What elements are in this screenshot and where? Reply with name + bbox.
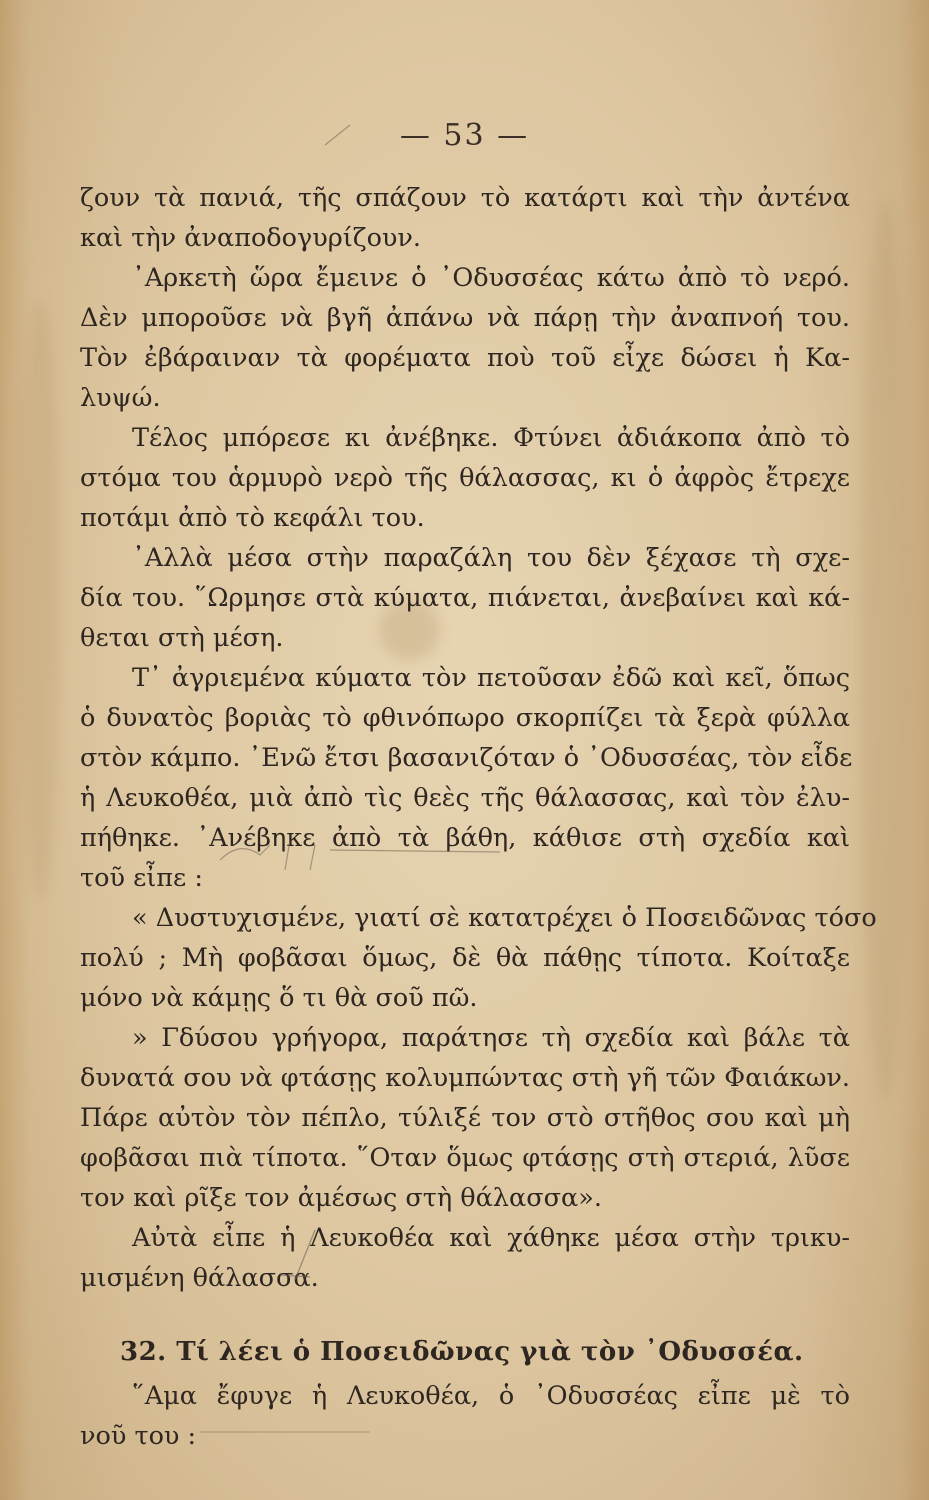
text-line: στὸν κάμπο. ᾿Ενῶ ἔτσι βασανιζόταν ὁ ᾿Οδυσσέας, τὸν εἶδε (80, 743, 853, 773)
text-line: στόμα του ἁρμυρὸ νερὸ τῆς θάλασσας, κι ὁ ἀφρὸς ἔτρεχε (80, 463, 850, 493)
text-line: Τέλος μπόρεσε κι ἀνέβηκε. Φτύνει ἀδιάκοπα ἀπὸ τὸ (132, 423, 850, 453)
text-line: λυψώ. (80, 383, 161, 413)
page-stain (20, 300, 60, 900)
text-line: Τ᾿ ἀγριεμένα κύματα τὸν πετοῦσαν ἐδῶ καὶ κεῖ, ὅπως (132, 663, 850, 693)
page-stain (860, 200, 910, 1100)
text-line: μόνο νὰ κάμῃς ὅ τι θὰ σοῦ πῶ. (80, 983, 478, 1013)
text-line: ποτάμι ἀπὸ τὸ κεφάλι του. (80, 503, 425, 533)
text-line: Τὸν ἐβάραιναν τὰ φορέματα ποὺ τοῦ εἶχε δώσει ἡ Κα- (80, 343, 850, 373)
text-line: ᾿Αλλὰ μέσα στὴν παραζάλη του δὲν ξέχασε τὴ σχε- (132, 543, 850, 573)
text-line: θεται στὴ μέση. (80, 623, 284, 653)
text-line: μισμένη θάλασσα. (80, 1263, 319, 1293)
text-line: ᾿Αρκετὴ ὥρα ἔμεινε ὁ ᾿Οδυσσέας κάτω ἀπὸ τὸ νερό. (132, 263, 850, 293)
text-line: φοβᾶσαι πιὰ τίποτα. ῞Οταν ὅμως φτάσῃς στὴ στεριά, λῦσε (80, 1143, 850, 1173)
text-line: νοῦ του : (80, 1421, 197, 1451)
section-heading: 32. Τί λέει ὁ Ποσειδῶνας γιὰ τὸν ᾿Οδυσσέα. (120, 1337, 804, 1367)
page-number: — 53 — (399, 118, 530, 153)
section-gap (80, 1298, 850, 1328)
text-line: Δὲν μποροῦσε νὰ βγῆ ἀπάνω νὰ πάρῃ τὴν ἀναπνοή του. (80, 303, 850, 333)
text-line: ὁ δυνατὸς βοριὰς τὸ φθινόπωρο σκορπίζει τὰ ξερὰ φύλλα (80, 703, 850, 733)
text-line: ἡ Λευκοθέα, μιὰ ἀπὸ τὶς θεὲς τῆς θάλασσας, καὶ τὸν ἐλυ- (80, 783, 850, 813)
text-line: καὶ τὴν ἀναποδογυρίζουν. (80, 223, 422, 253)
text-line: τον καὶ ρῖξε τον ἀμέσως στὴ θάλασσα». (80, 1183, 602, 1213)
text-line: » Γδύσου γρήγορα, παράτησε τὴ σχεδία καὶ βάλε τὰ (132, 1023, 850, 1053)
text-line: δία του. ῞Ωρμησε στὰ κύματα, πιάνεται, ἀνεβαίνει καὶ κά- (80, 583, 850, 613)
text-line: τοῦ εἶπε : (80, 863, 203, 893)
text-line: δυνατά σου νὰ φτάσῃς κολυμπώντας στὴ γῆ τῶν Φαιάκων. (80, 1063, 850, 1093)
text-line: Πάρε αὐτὸν τὸν πέπλο, τύλιξέ τον στὸ στῆθος σου καὶ μὴ (80, 1103, 850, 1133)
text-line: Αὐτὰ εἶπε ἡ Λευκοθέα καὶ χάθηκε μέσα στὴν τρικυ- (132, 1223, 850, 1253)
text-line: ζουν τὰ πανιά, τῆς σπάζουν τὸ κατάρτι καὶ τὴν ἀντένα (80, 183, 850, 213)
text-line: « Δυστυχισμένε, γιατί σὲ κατατρέχει ὁ Ποσειδῶνας τόσο (132, 903, 877, 933)
body-text (80, 178, 877, 1456)
text-line: πήθηκε. ᾿Ανέβηκε ἀπὸ τὰ βάθη, κάθισε στὴ σχεδία καὶ (80, 823, 850, 853)
text-line: πολύ ; Μὴ φοβᾶσαι ὅμως, δὲ θὰ πάθῃς τίποτα. Κοίταξε (80, 943, 850, 973)
text-line: ῞Αμα ἔφυγε ἡ Λευκοθέα, ὁ ᾿Οδυσσέας εἶπε μὲ τὸ (132, 1381, 850, 1411)
